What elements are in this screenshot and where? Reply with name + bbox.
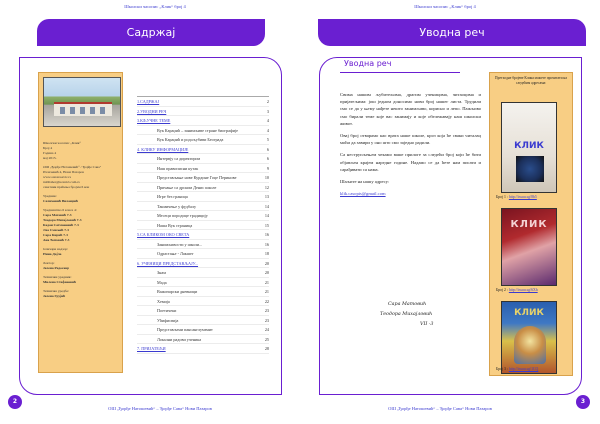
tech-name: Милена Стефановић: [43, 280, 76, 284]
toc-entry-label: Хемија: [157, 298, 170, 304]
toc-entry-label: 7. ПРИЈАТЕЉИ: [137, 346, 166, 351]
designer-label: Лектор:: [43, 261, 55, 265]
toc-entry-page: 13: [264, 194, 269, 199]
toc-entry-label: Представљање нове Курдине Гоце Перинове: [157, 175, 237, 180]
print-label: Техничка уредба:: [43, 289, 69, 293]
toc-entry[interactable]: [137, 116, 269, 126]
toc-entry[interactable]: [137, 240, 269, 250]
section-divider: [340, 72, 460, 73]
toc-entry[interactable]: [137, 126, 269, 136]
toc-entry-label: Знам: [157, 270, 166, 275]
back-issues-sidebar: [489, 72, 573, 376]
toc-entry-page: 2: [266, 99, 269, 104]
issue-link-3[interactable]: Број 3 : http://issuu.sg/1CQ: [496, 367, 539, 371]
right-page: [300, 0, 600, 424]
running-head: Школски часопис „Клик“ број 4: [414, 4, 476, 9]
toc-entry-label: Вук Караџић – занимљиве стране биографије: [157, 127, 238, 133]
toc-entry-label: Локални радови ученика: [157, 336, 202, 342]
toc-entry-page: 16: [264, 241, 269, 247]
toc-entry-page: 24: [264, 327, 269, 332]
toc-entry-page: 4: [266, 127, 269, 133]
issue-cover-2[interactable]: [501, 208, 557, 286]
toc-entry-label: 1.САДРЖАЈ: [137, 99, 160, 104]
tech-label: Технички уредник:: [43, 275, 72, 279]
toc-entry[interactable]: [137, 249, 269, 259]
cover-logo: КЛИК: [514, 308, 544, 318]
toc-entry-label: Важичарски дневници: [157, 289, 198, 294]
toc-entry-page: 21: [264, 289, 269, 294]
page-number-badge: 2: [8, 395, 22, 409]
toc-entry-page: 12: [264, 184, 269, 190]
issue-cover-1[interactable]: [501, 102, 557, 193]
toc-entry-page: 20: [264, 260, 269, 266]
running-head: Школски часопис „Клик“ број 4: [124, 4, 186, 9]
toc-entry-label: Поетичеки: [157, 308, 177, 313]
toc-entry[interactable]: [137, 287, 269, 297]
page-title: Уводна реч: [318, 19, 586, 46]
toc-entry-page: 5: [266, 137, 269, 142]
toc-entry-label: Одрастање - Лакшег: [157, 251, 194, 256]
email-link[interactable]: klik.casopis@gmail.com: [340, 191, 386, 197]
toc-entry[interactable]: [137, 211, 269, 221]
toc-entry[interactable]: [137, 259, 269, 269]
toc-entry[interactable]: [137, 316, 269, 326]
toc-entry-page: 15: [264, 222, 269, 228]
cover-logo: КЛИК: [514, 141, 544, 151]
toc-entry[interactable]: [137, 325, 269, 335]
toc-entry-page: 16: [264, 232, 269, 237]
editor-name: Селимовић Вилаиџић: [43, 199, 78, 203]
page-footer: ОШ „Ђорђе Натошевић“ – Ђорђе Сава“ Нови Пазаров: [108, 406, 212, 411]
toc-entry-page: 14: [264, 213, 269, 218]
toc-entry-label: Наш правописни кутак: [157, 165, 199, 171]
gallery-caption: Претходне бројеве Клика можете прочитати на следећим адресама:: [495, 76, 567, 85]
page-footer: ОШ „Ђорђе Натошевић“ – Ђорђе Сава“ Нови Пазаров: [388, 406, 492, 411]
toc-entry-page: 18: [264, 251, 269, 256]
paragraph: Свима нашим љубитељима, драгим ученицима, читаоцима и пријатељима: још једном доносимо нови број нашег листа. Трудили смо се да у њему нађете нешто занимљиво, корисно и лепо. Пажљиво смо бирали теме које вас занимају и које обележавају наш школски живот.: [340, 92, 481, 126]
toc-entry[interactable]: [137, 202, 269, 212]
toc-entry-page: 3: [266, 108, 269, 114]
proofreader-name: Нина Дајча: [43, 252, 62, 256]
paragraph: Са неструпљењем чекамо ваше прилоге за следећи број који ће бити објављен крајем наредне године. Надамо се да ћете нам писати и сарађивати са нама.: [340, 152, 481, 172]
toc-entry-page: 21: [264, 279, 269, 285]
toc-entry[interactable]: [137, 173, 269, 183]
toc-entry-page: 23: [264, 317, 269, 323]
proofreader-label: Језичари надзор:: [43, 247, 69, 251]
toc-entry-page: 23: [264, 308, 269, 313]
signature-class: VII -3: [420, 322, 434, 327]
toc-entry[interactable]: [137, 297, 269, 307]
toc-entry[interactable]: [137, 268, 269, 278]
toc-entry-page: 14: [264, 203, 269, 209]
toc-entry[interactable]: [137, 278, 269, 288]
toc-entry[interactable]: [137, 183, 269, 193]
toc-entry-page: 28: [264, 346, 269, 351]
signature-2: Теодора Михајловић: [380, 312, 433, 317]
section-title: Уводна реч: [344, 59, 392, 68]
toc-entry-label: Занимљивости у школи...: [157, 241, 203, 247]
toc-entry[interactable]: [137, 145, 269, 155]
masthead-info: Школски часопис „Клик“ Број 4 Година 4 мај 2015.: [43, 141, 82, 160]
toc-entry-label: 2.УВОДНИ РЕЧ: [137, 108, 167, 114]
toc-entry[interactable]: [137, 335, 269, 345]
editor-label: Уредник:: [43, 194, 57, 198]
page-number-badge: 3: [576, 395, 590, 409]
print-name: Јелена Грујић: [43, 294, 66, 298]
toc-entry-label: Интервју са директором: [157, 156, 201, 161]
paragraph: Овај број отварамо као врата наше школе, кроз која ће сваки читалац моћи да завири у оно што смо заједно радили.: [340, 133, 481, 146]
designer-name: Јелена Радосавр: [43, 266, 70, 270]
page-title: Садржај: [37, 19, 265, 46]
mail-label: Шаљите на нашу адресу:: [340, 179, 390, 185]
toc-entry[interactable]: [137, 164, 269, 174]
signature-1: Сара Матовић: [388, 302, 427, 307]
toc-entry-page: 9: [266, 165, 269, 171]
intro-text: [340, 91, 481, 202]
toc-entry[interactable]: [137, 97, 269, 107]
staff-list: Сара Матовић 7-3 Теодора Михајловић 7-3 Кадан Сатмановић 7-3 Леа Смиљић 7-3 Сара Кирић 7-3 Ана Ћатовић 7-3: [43, 213, 82, 242]
toc-entry-label: Причање са дрским Денис школе: [157, 184, 217, 190]
school-photo: [43, 77, 121, 127]
toc-entry-label: 5.СА КЛИКОМ ОКО СВЕТА: [137, 232, 190, 237]
toc-entry-label: 3.КЉУЧНЕ ТЕМЕ: [137, 118, 171, 123]
toc-entry-label: 4. КЛИКУ ИНФОРМАЦИЈЕ: [137, 146, 189, 152]
issue-link-2[interactable]: Број 2 : http://issuu.sg/6Xh: [496, 288, 538, 292]
masthead-sidebar: [38, 72, 123, 373]
toc-entry-label: Вук Караџић и родољубиви Београда: [157, 137, 224, 142]
toc-entry[interactable]: [137, 221, 269, 231]
toc-entry-page: 25: [264, 336, 269, 342]
publisher-info: ОШ „Ђорђе Натошевић“ / Ђорђе Сава" Излачевић 4, Нови Пазаров www.osnatosevic.rs пublisher@ucenici.com.rs саветник праћења бројем 6 кон: [43, 165, 102, 189]
toc-entry-page: 10: [264, 175, 269, 180]
toc-entry[interactable]: [137, 135, 269, 145]
toc-entry-label: Наша Вук страница: [157, 222, 193, 228]
toc-entry-page: 6: [266, 146, 269, 152]
staff-label: Уредништво 6 класе 4:: [43, 208, 77, 212]
toc-entry-label: Месеци породице традицију: [157, 213, 208, 218]
toc-entry-page: 20: [264, 270, 269, 275]
cover-logo: КЛИК: [510, 219, 548, 230]
toc-entry-label: Ућифисвија: [157, 317, 179, 323]
toc-entry-label: Мада: [157, 279, 167, 285]
toc-entry[interactable]: [137, 107, 269, 117]
table-of-contents: [137, 96, 269, 354]
toc-entry-page: 6: [266, 156, 269, 161]
issue-link-1[interactable]: Број 1 : http://issuu.sg/8b5: [496, 195, 537, 199]
toc-entry-page: 22: [264, 298, 269, 304]
toc-entry[interactable]: [137, 192, 269, 202]
toc-entry-label: 6. УЧЕНИЦИ ПРЕДСТАВЉАЈУ...: [137, 260, 199, 266]
toc-entry-label: Такмичење у фудбалу: [157, 203, 197, 209]
issue-cover-3[interactable]: [501, 301, 557, 374]
toc-entry-label: Представљени пансанглуменит: [157, 327, 213, 332]
toc-entry-label: Игре без граница: [157, 194, 188, 199]
toc-entry[interactable]: [137, 306, 269, 316]
toc-entry[interactable]: [137, 230, 269, 240]
toc-entry-page: 4: [266, 118, 269, 123]
toc-entry[interactable]: [137, 344, 269, 354]
toc-entry[interactable]: [137, 154, 269, 164]
